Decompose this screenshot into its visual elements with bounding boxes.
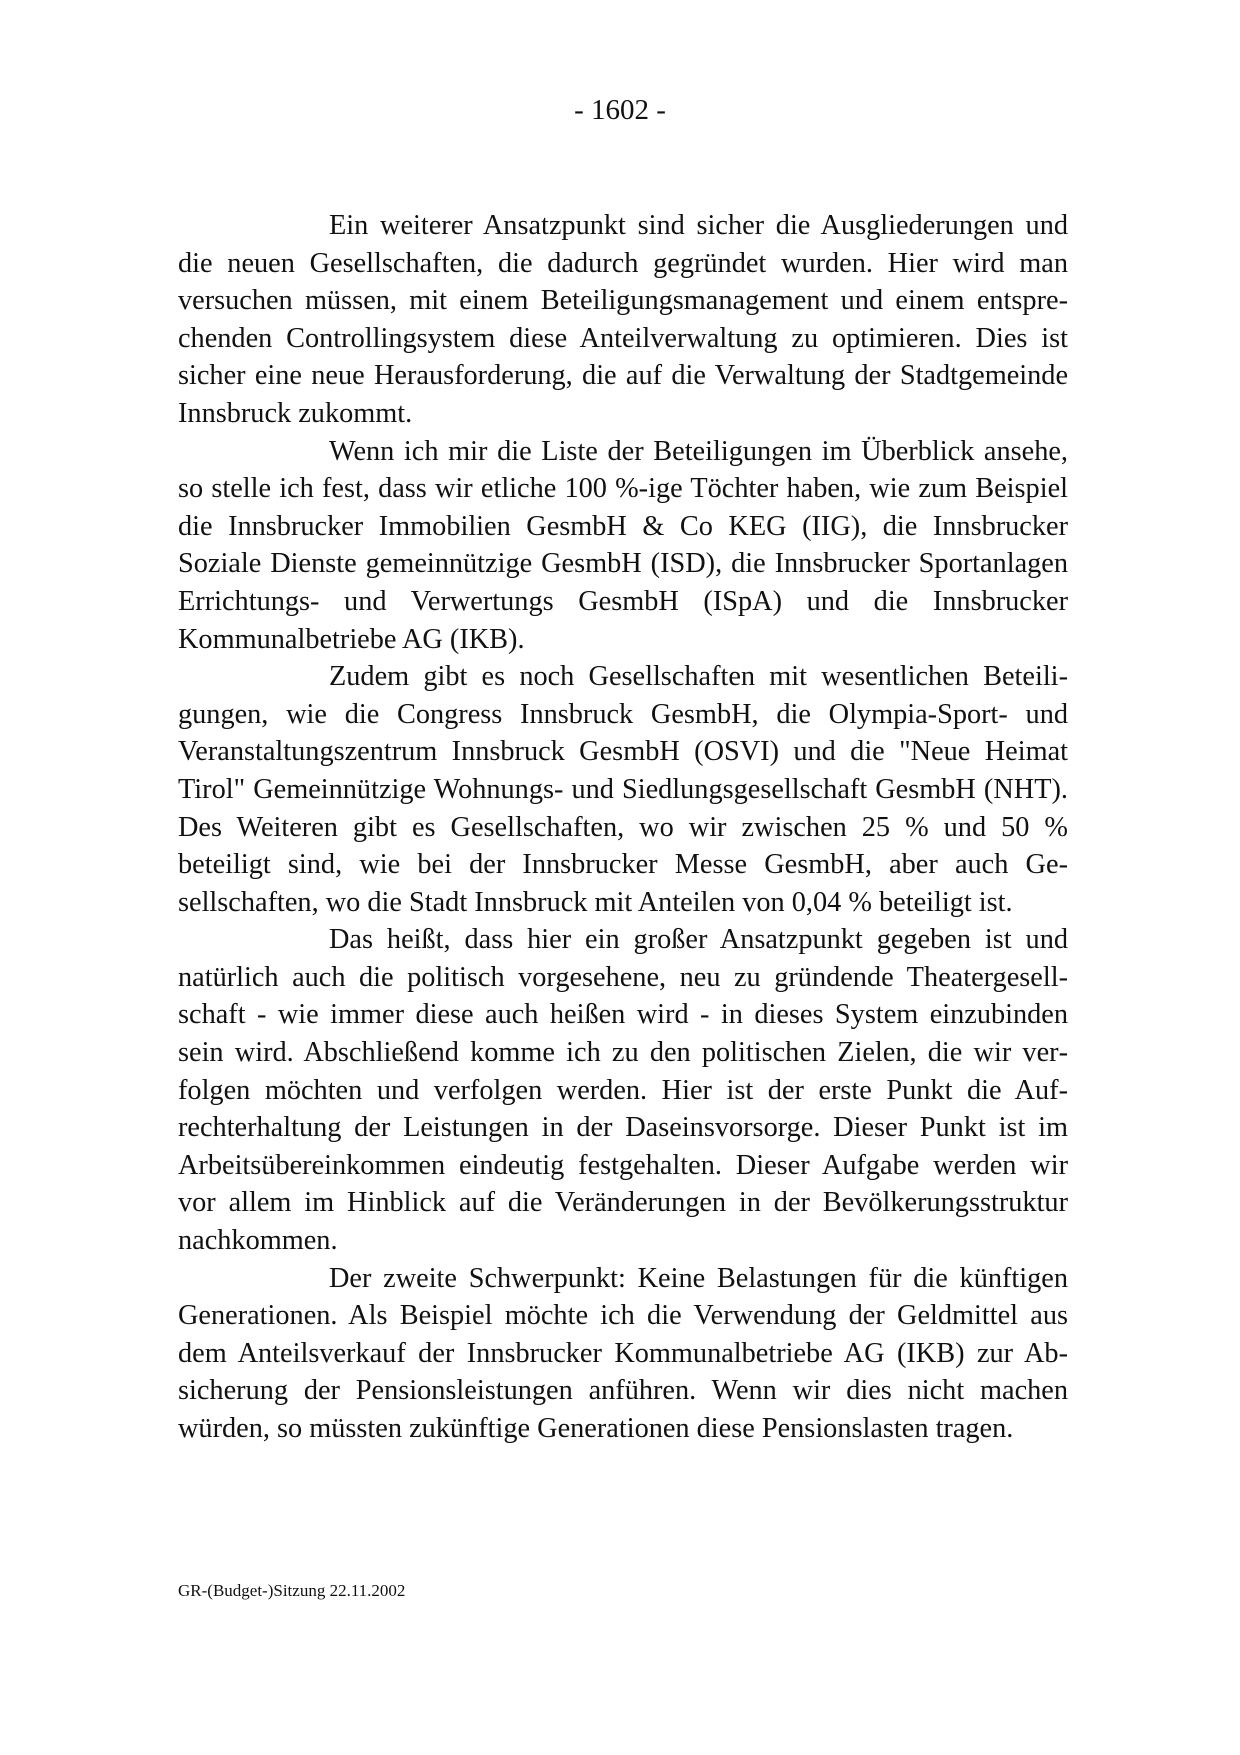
document-body: [178, 207, 1068, 1448]
page-number: - 1602 -: [574, 94, 666, 126]
footer-session-label: GR-(Budget-)Sitzung 22.11.2002: [178, 1581, 406, 1600]
paragraph-beteiligungen-liste: Wenn ich mir die Liste der Beteiligungen im Überblick ansehe, so stelle ich fest, dass wir etliche 100 %-ige Töchter haben, wie zum Beispiel die Innsbrucker Immobilien GesmbH & Co KEG (IIG), die Innsbrucker Soziale Dienste gemeinnützige GesmbH (ISD), die Innsbrucker Sportanlagen Errichtungs- und Verwertungs GesmbH (ISpA) und die Innsbrucker Kommunalbetriebe AG (IKB).: [178, 435, 1068, 655]
paragraph-politische-ziele: Das heißt, dass hier ein großer Ansatzpunkt gegeben ist und natürlich auch die politisch vorgesehene, neu zu gründende Theatergesellschaft - wie immer diese auch heißen wird - in dieses System einzubinden sein wird. Abschließend komme ich zu den politischen Zielen, die wir verfolgen möchten und verfolgen werden. Hier ist der erste Punkt die Aufrechterhaltung der Leistungen in der Daseinsvorsorge. Dieser Punkt ist im Arbeitsübereinkommen eindeutig festgehalten. Dieser Aufgabe werden wir vor allem im Hinblick auf die Veränderungen in der Bevölkerungsstruktur nachkommen.: [178, 924, 1068, 1257]
paragraph-ansatzpunkt: Ein weiterer Ansatzpunkt sind sicher die Ausgliederungen und die neuen Gesellschaften, die dadurch gegründet wurden. Hier wird man versuchen müssen, mit einem Beteiligungsmanagement und einem entsprechenden Controllingsystem diese Anteilverwaltung zu optimieren. Dies ist sicher eine neue Herausforderung, die auf die Verwaltung der Stadtgemeinde Innsbruck zukommt.: [178, 210, 1068, 429]
paragraph-zweiter-schwerpunkt: Der zweite Schwerpunkt: Keine Belastungen für die künftigen Generationen. Als Beispiel möchte ich die Verwendung der Geldmittel aus dem Anteilsverkauf der Innsbrucker Kommunalbetriebe AG (IKB) zur Absicherung der Pensionsleistungen anführen. Wenn wir dies nicht machen würden, so müssten zukünftige Generationen diese Pensionslasten tragen.: [178, 1262, 1068, 1444]
paragraph-wesentliche-beteiligungen: Zudem gibt es noch Gesellschaften mit wesentlichen Beteiligungen, wie die Congress Innsbruck GesmbH, die Olympia-Sport- und Veranstaltungszentrum Innsbruck GesmbH (OSVI) und die "Neue Heimat Tirol" Gemeinnützige Wohnungs- und Siedlungsgesellschaft GesmbH (NHT). Des Weiteren gibt es Gesellschaften, wo wir zwischen 25 % und 50 % beteiligt sind, wie bei der Innsbrucker Messe GesmbH, aber auch Gesellschaften, wo die Stadt Innsbruck mit Anteilen von 0,04 % beteiligt ist.: [178, 661, 1068, 918]
